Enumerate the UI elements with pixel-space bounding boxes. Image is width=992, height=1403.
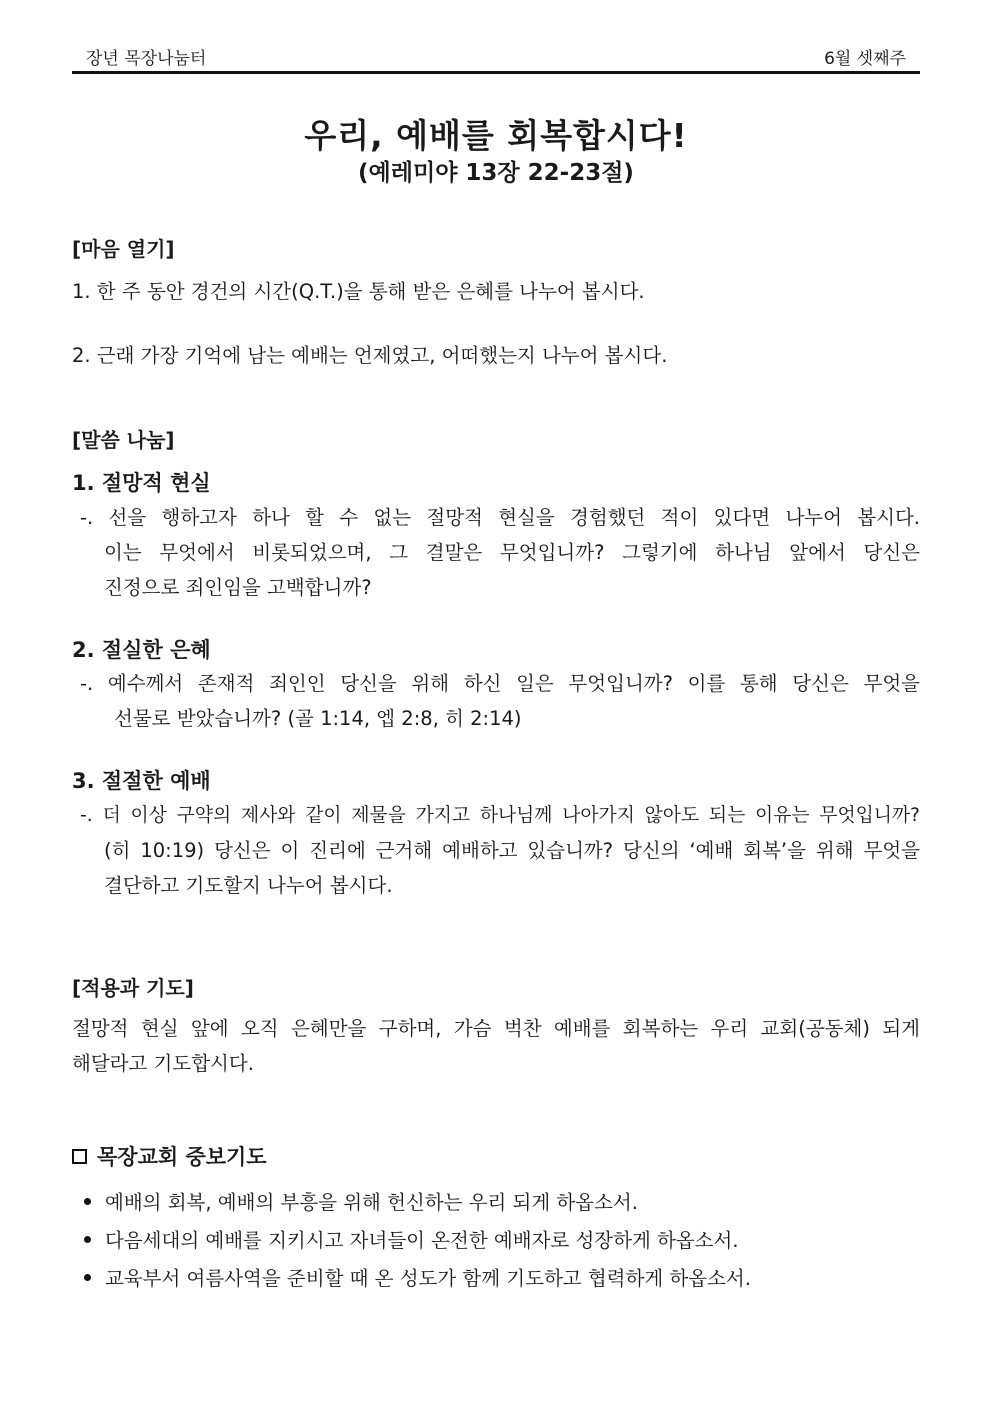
bullet-icon	[84, 1198, 91, 1205]
opening-item-2: 2. 근래 가장 기억에 남는 예배는 언제였고, 어떠했는지 나누어 봅시다.	[72, 344, 668, 367]
section-label-opening: [마음 열기]	[72, 237, 175, 261]
opening-item-1: 1. 한 주 동안 경건의 시간(Q.T.)을 통해 받은 은혜를 나누어 봅시다.	[72, 280, 645, 303]
list-item	[84, 1258, 751, 1296]
question-heading-1: 1. 절망적 현실	[72, 471, 211, 495]
question-3-line-1: -. 더 이상 구약의 제사와 같이 제물을 가지고 하나님께 나아가지 않아도 되는 이유는 무엇입니까?	[80, 805, 920, 826]
intercession-item-1: 예배의 회복, 예배의 부흥을 위해 헌신하는 우리 되게 하옵소서.	[105, 1191, 638, 1214]
header-right-text: 6월 셋째주	[824, 49, 906, 69]
question-1-line-1: -. 선을 행하고자 하나 할 수 없는 절망적 현실을 경험했던 적이 있다면 나누어 봅시다.	[80, 506, 920, 529]
question-heading-3: 3. 절절한 예배	[72, 769, 211, 793]
question-body-2	[80, 666, 920, 736]
page-subtitle: (예레미야 13장 22-23절)	[358, 160, 634, 186]
application-line-2: 해달라고 기도합시다.	[72, 1052, 254, 1075]
intercession-item-3: 교육부서 여름사역을 준비할 때 온 성도가 함께 기도하고 협력하게 하옵소서.	[105, 1267, 751, 1290]
application-line-1: 절망적 현실 앞에 오직 은혜만을 구하며, 가슴 벅찬 예배를 회복하는 우리 교회(공동체) 되게	[72, 1017, 920, 1040]
question-3-line-3: 결단하고 기도할지 나누어 봅시다.	[104, 874, 393, 897]
intercession-heading	[72, 1141, 267, 1171]
intercession-list	[84, 1182, 751, 1296]
header-left-text: 장년 목장나눔터	[86, 49, 207, 69]
section-label-application: [적용과 기도]	[72, 976, 194, 1000]
page-title: 우리, 예배를 회복합시다!	[304, 116, 688, 155]
intercession-item-2: 다음세대의 예배를 지키시고 자녀들이 온전한 예배자로 성장하게 하옵소서.	[105, 1229, 739, 1252]
question-1-line-2: 이는 무엇에서 비롯되었으며, 그 결말은 무엇입니까? 그렇기에 하나님 앞에서 당신은	[104, 541, 920, 564]
question-body-3	[80, 798, 920, 903]
list-item	[84, 1182, 751, 1220]
question-body-1	[80, 500, 920, 605]
question-heading-2: 2. 절실한 은혜	[72, 638, 211, 662]
header-divider	[72, 71, 920, 74]
section-label-word: [말씀 나눔]	[72, 428, 175, 452]
question-2-line-2: 선물로 받았습니까? (골 1:14, 엡 2:8, 히 2:14)	[114, 707, 522, 730]
list-item	[84, 1220, 751, 1258]
question-3-line-2: (히 10:19) 당신은 이 진리에 근거해 예배하고 있습니까? 당신의 ‘예배 회복’을 위해 무엇을	[104, 839, 920, 862]
question-2-line-1: -. 예수께서 존재적 죄인인 당신을 위해 하신 일은 무엇입니까? 이를 통해 당신은 무엇을	[80, 672, 920, 695]
bullet-icon	[84, 1274, 91, 1281]
bullet-icon	[84, 1236, 91, 1243]
question-1-line-3: 진정으로 죄인임을 고백합니까?	[104, 576, 372, 599]
checkbox-icon	[72, 1149, 87, 1164]
application-text	[72, 1011, 920, 1081]
intercession-title: 목장교회 중보기도	[97, 1145, 267, 1169]
